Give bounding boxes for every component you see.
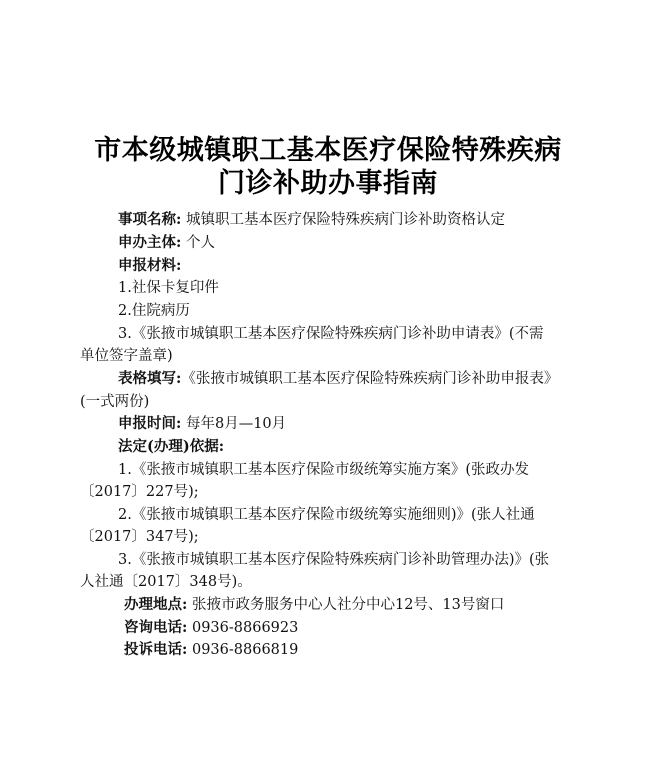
complaint-phone-value: 0936-8866819 <box>191 642 299 658</box>
applicant-row <box>118 233 215 253</box>
material-item-3-line2: 单位签字盖章) <box>80 348 173 364</box>
material-item-3-line1: 3.《张掖市城镇职工基本医疗保险特殊疾病门诊补助申请表》(不需 <box>118 326 544 342</box>
consult-phone-label: 咨询电话: <box>124 619 188 636</box>
item-name-row <box>118 210 505 230</box>
form-fill-value-line2: (一式两份) <box>80 394 150 410</box>
apply-time-label: 申报时间: <box>118 415 182 432</box>
office-label: 办理地点: <box>124 596 188 613</box>
applicant-value: 个人 <box>185 235 215 251</box>
complaint-phone-label: 投诉电话: <box>124 641 188 658</box>
form-fill-row <box>118 369 558 389</box>
basis-item-1-line1: 1.《张掖市城镇职工基本医疗保险市级统筹实施方案》(张政办发 <box>118 462 529 478</box>
item-name-value: 城镇职工基本医疗保险特殊疾病门诊补助资格认定 <box>185 212 505 228</box>
material-item-1: 1.社保卡复印件 <box>118 280 219 296</box>
office-value: 张掖市政务服务中心人社分中心12号、13号窗口 <box>191 597 505 613</box>
basis-label: 法定(办理)依据: <box>118 438 225 455</box>
item-name-label: 事项名称: <box>118 211 182 228</box>
form-fill-label: 表格填写: <box>118 370 182 387</box>
basis-item-3-line2: 人社通〔2017〕348号)。 <box>80 574 252 590</box>
consult-phone-value: 0936-8866923 <box>191 620 299 636</box>
applicant-label: 申办主体: <box>118 234 182 251</box>
basis-item-3-line1: 3.《张掖市城镇职工基本医疗保险特殊疾病门诊补助管理办法)》(张 <box>118 552 550 568</box>
materials-label: 申报材料: <box>118 257 182 274</box>
consult-phone-row <box>124 618 298 638</box>
complaint-phone-row <box>124 640 298 660</box>
document-title-line2: 门诊补助办事指南 <box>218 168 438 199</box>
material-item-2: 2.住院病历 <box>118 303 190 319</box>
basis-item-2-line1: 2.《张掖市城镇职工基本医疗保险市级统筹实施细则)》(张人社通 <box>118 507 535 523</box>
apply-time-row <box>118 414 286 434</box>
form-fill-value: 《张掖市城镇职工基本医疗保险特殊疾病门诊补助申报表》 <box>181 371 559 387</box>
basis-item-1-line2: 〔2017〕227号); <box>80 484 199 500</box>
basis-item-2-line2: 〔2017〕347号); <box>80 529 199 545</box>
apply-time-value: 每年8月—10月 <box>185 416 287 432</box>
document-title-line1: 市本级城镇职工基本医疗保险特殊疾病 <box>94 135 562 166</box>
office-row <box>124 595 504 615</box>
